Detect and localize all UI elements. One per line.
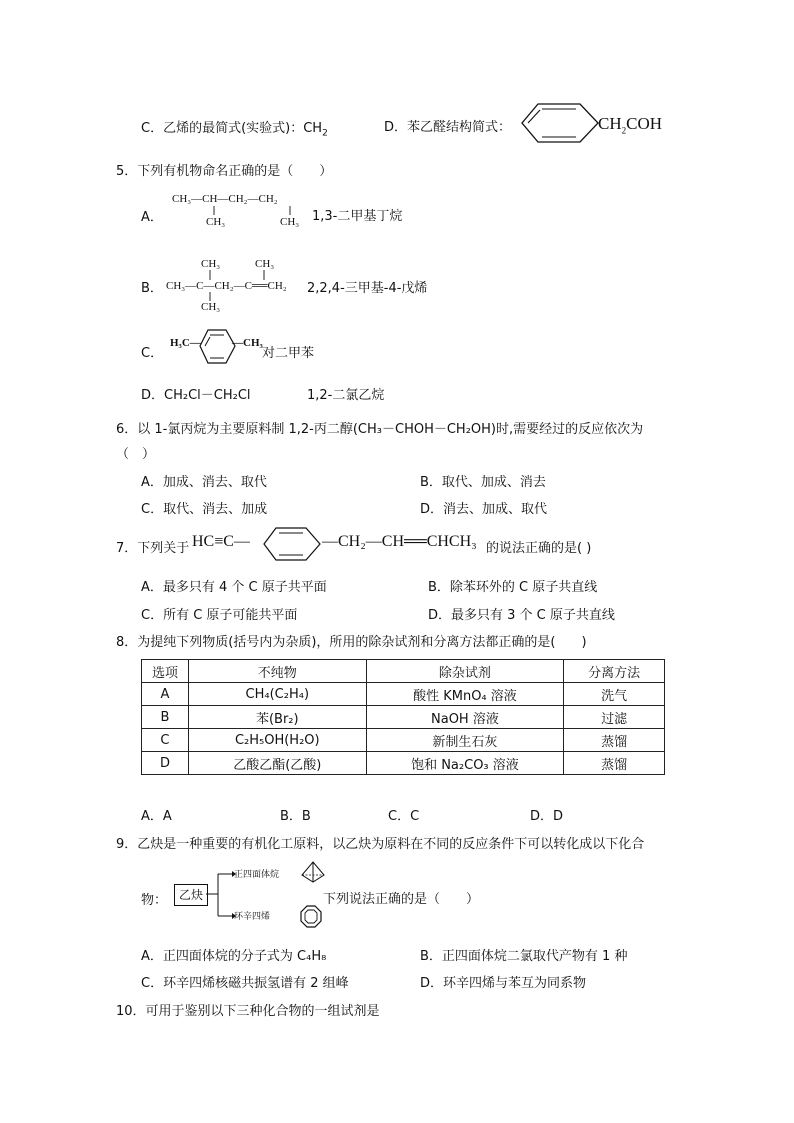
q7-option-a: A．最多只有 4 个 C 原子共平面 xyxy=(141,580,327,595)
table-cell: 苯(Br₂) xyxy=(188,706,366,729)
q5-b-methyl-top1: CH₃ xyxy=(201,258,221,270)
q5-stem: 5．下列有机物命名正确的是（ ） xyxy=(116,164,333,179)
table-row xyxy=(142,752,665,775)
table-cell: NaOH 溶液 xyxy=(366,706,564,729)
q5-c-name: 对二甲苯 xyxy=(262,346,315,361)
table-cell: D xyxy=(142,752,189,775)
q7-benzene-icon xyxy=(262,525,322,563)
q5-b-label: B． xyxy=(141,281,163,296)
q5-b-methyl-top2: CH₃ xyxy=(255,258,275,270)
table-cell: 乙酸乙酯(乙酸) xyxy=(188,752,366,775)
q5-a-label: A． xyxy=(141,210,163,225)
table-cell: 酸性 KMnO₄ 溶液 xyxy=(366,683,564,706)
q5-c-label: C． xyxy=(141,346,164,361)
table-row xyxy=(142,706,665,729)
q8-stem: 8．为提纯下列物质(括号内为杂质)，所用的除杂试剂和分离方法都正确的是( ) xyxy=(116,635,587,650)
table-header: 除杂试剂 xyxy=(366,660,564,683)
q10-stem: 10．可用于鉴别以下三种化合物的一组试剂是 xyxy=(116,1004,380,1019)
q4-option-d-formula: $CH_2COH$ xyxy=(598,114,663,136)
q6-paren: （ ） xyxy=(116,447,156,462)
q9-option-d: D．环辛四烯与苯互为同系物 xyxy=(420,976,587,991)
q5-option-d: D．CH₂Cl－CH₂Cl xyxy=(141,388,251,403)
q6-stem: 6．以 1-氯丙烷为主要原料制 1,2-丙二醇(CH₃－CHOH－CH₂OH)时,需要经过的反应依次为 xyxy=(116,422,644,437)
table-header: 选项 xyxy=(142,660,189,683)
table-cell: C xyxy=(142,729,189,752)
q7-option-c: C．所有 C 原子可能共平面 xyxy=(141,608,298,623)
table-cell: CH₄(C₂H₄) xyxy=(188,683,366,706)
table-cell: 洗气 xyxy=(564,683,665,706)
q8-option-d: D．D xyxy=(530,809,564,824)
table-cell: 蒸馏 xyxy=(564,729,665,752)
benzene-ring-icon xyxy=(520,100,600,146)
q5-b-structure-main: CH₃—C—CH₂—C══CH₂ xyxy=(166,280,287,292)
table-cell: C₂H₅OH(H₂O) xyxy=(188,729,366,752)
tetrahedrane-icon xyxy=(300,860,326,884)
q6-option-c: C．取代、消去、加成 xyxy=(141,502,268,517)
q5-a-methyl-2: CH₃ xyxy=(280,216,300,228)
q9-stem: 9．乙炔是一种重要的有机化工原料，以乙炔为原料在不同的反应条件下可以转化成以下化合 xyxy=(116,837,645,852)
q9-option-a: A．正四面体烷的分子式为 C₄H₈ xyxy=(141,949,327,964)
table-cell: A xyxy=(142,683,189,706)
q7-option-d: D．最多只有 3 个 C 原子共直线 xyxy=(428,608,615,623)
q7-stem-post: 的说法正确的是( ) xyxy=(486,541,592,556)
q5-a-name: 1,3-二甲基丁烷 xyxy=(312,209,403,224)
q9-branch-arrows xyxy=(206,864,236,924)
q9-option-b: B．正四面体烷二氯取代产物有 1 种 xyxy=(420,949,628,964)
q8-table xyxy=(141,659,665,775)
q4-option-d: D．苯乙醛结构简式： xyxy=(384,120,512,135)
table-header: 不纯物 xyxy=(188,660,366,683)
q6-option-d: D．消去、加成、取代 xyxy=(420,502,548,517)
table-cell: 饱和 Na₂CO₃ 溶液 xyxy=(366,752,564,775)
table-row xyxy=(142,683,665,706)
q6-option-a: A．加成、消去、取代 xyxy=(141,475,267,490)
q5-c-right-methyl: —CH₃ xyxy=(232,337,263,349)
table-header: 分离方法 xyxy=(564,660,665,683)
q6-option-b: B．取代、加成、消去 xyxy=(420,475,546,490)
table-row xyxy=(142,729,665,752)
q5-d-name: 1,2-二氯乙烷 xyxy=(307,388,385,403)
table-cell: 过滤 xyxy=(564,706,665,729)
q5-b-bonds xyxy=(200,268,280,304)
q9-wu: 物： xyxy=(141,893,168,908)
table-cell: 新制生石灰 xyxy=(366,729,564,752)
q9-branch-cyclooctatetraene: 环辛四烯 xyxy=(234,912,271,922)
q8-option-a: A．A xyxy=(141,809,172,824)
q4-option-c: C．乙烯的最简式(实验式)：$CH_2$ xyxy=(141,121,328,139)
q9-option-c: C．环辛四烯核磁共振氢谱有 2 组峰 xyxy=(141,976,349,991)
q9-branch-tetrahedrane: 正四面体烷 xyxy=(234,870,280,880)
q5-c-left-methyl: H₃C— xyxy=(170,337,201,349)
q8-option-b: B．B xyxy=(280,809,311,824)
q5-a-structure-main: CH₃—CH—CH₂—CH₂ xyxy=(172,193,278,205)
q5-b-methyl-bottom: CH₃ xyxy=(201,301,221,313)
q7-formula-left: HC≡C— xyxy=(192,533,250,550)
q7-stem-pre: 7．下列关于 xyxy=(116,541,190,556)
q9-acetylene-box: 乙炔 xyxy=(174,884,208,906)
q7-option-b: B．除苯环外的 C 原子共直线 xyxy=(428,580,598,595)
q8-option-c: C．C xyxy=(388,809,420,824)
q9-tail: 下列说法正确的是（ ） xyxy=(323,892,480,907)
table-cell: B xyxy=(142,706,189,729)
table-cell: 蒸馏 xyxy=(564,752,665,775)
q5-a-methyl-1: CH₃ xyxy=(206,216,226,228)
q7-formula-right: —CH₂—CH══CHCH₃ xyxy=(322,533,477,550)
cyclooctatetraene-icon xyxy=(298,904,324,930)
q5-b-name: 2,2,4-三甲基-4-戊烯 xyxy=(307,281,428,296)
table-header-row xyxy=(142,660,665,683)
